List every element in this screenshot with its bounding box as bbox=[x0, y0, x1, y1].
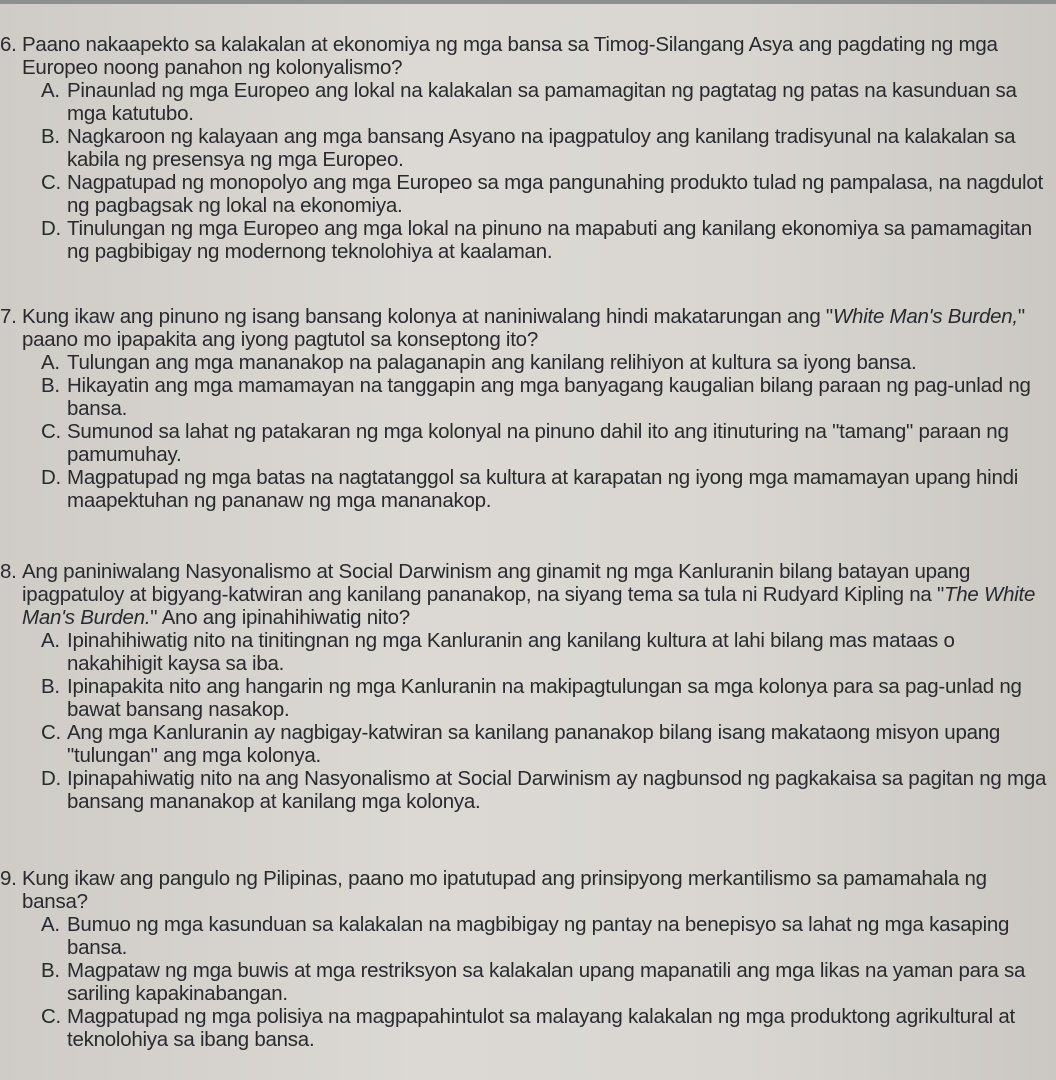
question-number: 9. bbox=[0, 867, 17, 890]
choice-text: Hikayatin ang mga mamamayan na tanggapin ang mga banyagang kaugalian bilang paraan ng pag-unlad ng bansa. bbox=[67, 374, 1031, 420]
question-stem bbox=[0, 33, 1056, 79]
choice-letter: D. bbox=[41, 466, 61, 489]
question-text-italic: White Man's Burden, bbox=[832, 305, 1018, 328]
question-6 bbox=[0, 33, 1056, 263]
choice-letter: D. bbox=[41, 217, 61, 240]
choice-text: Sumunod sa lahat ng patakaran ng mga kolonyal na pinuno dahil ito ang itinuturing na "tamang" paraan ng pamumuhay. bbox=[67, 420, 1009, 466]
question-text-start: Kung ikaw ang pinuno ng isang bansang kolonya at naniniwalang hindi makatarungan ang " bbox=[22, 305, 833, 328]
choice-text: Ipinapahiwatig nito na ang Nasyonalismo at Social Darwinism ay nagbunsod ng pagkakaisa sa pagitan ng mga bansang mananakop at kanilang mga kolonya. bbox=[67, 767, 1047, 813]
question-9 bbox=[0, 867, 1056, 1051]
choice-c bbox=[0, 1005, 1056, 1051]
choice-text: Tulungan ang mga mananakop na palaganapin ang kanilang relihiyon at kultura sa iyong bansa. bbox=[67, 351, 917, 374]
question-text: Paano nakaapekto sa kalakalan at ekonomiya ng mga bansa sa Timog-Silangang Asya ang pagdating ng mga Europeo noong panahon ng kolonyalismo? bbox=[22, 33, 998, 79]
choice-b bbox=[0, 675, 1056, 721]
choice-text: Bumuo ng mga kasunduan sa kalakalan na magbibigay ng pantay na benepisyo sa lahat ng mga kasaping bansa. bbox=[67, 913, 1010, 959]
choice-d bbox=[0, 217, 1056, 263]
question-8 bbox=[0, 560, 1056, 813]
choice-a bbox=[0, 351, 1056, 374]
choice-letter: C. bbox=[41, 171, 61, 194]
question-number: 6. bbox=[0, 33, 17, 56]
choice-letter: A. bbox=[41, 79, 60, 102]
choice-letter: B. bbox=[41, 125, 60, 148]
choice-text: Magpataw ng mga buwis at mga restriksyon sa kalakalan upang mapanatili ang mga likas na yaman para sa sariling kapakinabangan. bbox=[67, 959, 1026, 1005]
choice-text: Pinaunlad ng mga Europeo ang lokal na kalakalan sa pamamagitan ng pagtatag ng patas na kasunduan sa mga katutubo. bbox=[67, 79, 1017, 125]
question-number: 8. bbox=[0, 560, 17, 583]
top-rule bbox=[0, 0, 1056, 4]
question-stem bbox=[0, 560, 1056, 629]
question-stem bbox=[0, 305, 1056, 351]
choice-letter: B. bbox=[41, 675, 60, 698]
choice-d bbox=[0, 466, 1056, 512]
choice-c bbox=[0, 420, 1056, 466]
question-text: Kung ikaw ang pangulo ng Pilipinas, paano mo ipatutupad ang prinsipyong merkantilismo sa pamamahala ng bansa? bbox=[22, 867, 987, 913]
choice-letter: D. bbox=[41, 767, 61, 790]
choice-text: Tinulungan ng mga Europeo ang mga lokal na pinuno na mapabuti ang kanilang ekonomiya sa pamamagitan ng pagbibigay ng modernong teknolohiya at kaalaman. bbox=[67, 217, 1032, 263]
choice-a bbox=[0, 913, 1056, 959]
question-stem bbox=[0, 867, 1056, 913]
question-text-end: " paano mo ipapakita ang iyong pagtutol sa konseptong ito? bbox=[22, 305, 1025, 351]
choice-a bbox=[0, 629, 1056, 675]
choice-letter: A. bbox=[41, 913, 60, 936]
question-text-start: Ang paniniwalang Nasyonalismo at Social Darwinism ang ginamit ng mga Kanluranin bilang batayan upang ipagpatuloy at bigyang-katwiran ang kanilang pananakop, na siyang tema sa tula ni Rudyard Kipling na " bbox=[22, 560, 971, 606]
choice-text: Nagpatupad ng monopolyo ang mga Europeo sa mga pangunahing produkto tulad ng pampalasa, na nagdulot ng pagbagsak ng lokal na ekonomiya. bbox=[67, 171, 1043, 217]
choice-text: Nagkaroon ng kalayaan ang mga bansang Asyano na ipagpatuloy ang kanilang tradisyunal na kalakalan sa kabila ng presensya ng mga Europeo. bbox=[67, 125, 1016, 171]
choice-text: Ang mga Kanluranin ay nagbigay-katwiran sa kanilang pananakop bilang isang makataong misyon upang "tulungan" ang mga kolonya. bbox=[67, 721, 1001, 767]
choice-b bbox=[0, 125, 1056, 171]
choice-letter: A. bbox=[41, 351, 60, 374]
choice-letter: C. bbox=[41, 420, 61, 443]
choice-letter: B. bbox=[41, 959, 60, 982]
choice-text: Ipinahihiwatig nito na tinitingnan ng mga Kanluranin ang kanilang kultura at lahi bilang mas mataas o nakahihigit kaysa sa iba. bbox=[67, 629, 955, 675]
choice-letter: C. bbox=[41, 721, 61, 744]
choice-b bbox=[0, 374, 1056, 420]
choice-letter: A. bbox=[41, 629, 60, 652]
choice-c bbox=[0, 171, 1056, 217]
question-text-end: " Ano ang ipinahihiwatig nito? bbox=[150, 606, 410, 629]
choice-c bbox=[0, 721, 1056, 767]
choice-text: Magpatupad ng mga polisiya na magpapahintulot sa malayang kalakalan ng mga produktong agrikultural at teknolohiya sa ibang bansa. bbox=[67, 1005, 1015, 1051]
choice-d bbox=[0, 767, 1056, 813]
question-text-italic: The White Man's Burden. bbox=[22, 583, 1036, 629]
choice-a bbox=[0, 79, 1056, 125]
choice-text: Ipinapakita nito ang hangarin ng mga Kanluranin na makipagtulungan sa mga kolonya para sa pag-unlad ng bawat bansang nasakop. bbox=[67, 675, 1022, 721]
choice-text: Magpatupad ng mga batas na nagtatanggol sa kultura at karapatan ng iyong mga mamamayan upang hindi maapektuhan ng pananaw ng mga mananakop. bbox=[67, 466, 1019, 512]
choice-b bbox=[0, 959, 1056, 1005]
choice-letter: B. bbox=[41, 374, 60, 397]
question-7 bbox=[0, 305, 1056, 512]
choice-letter: C. bbox=[41, 1005, 61, 1028]
question-number: 7. bbox=[0, 305, 17, 328]
